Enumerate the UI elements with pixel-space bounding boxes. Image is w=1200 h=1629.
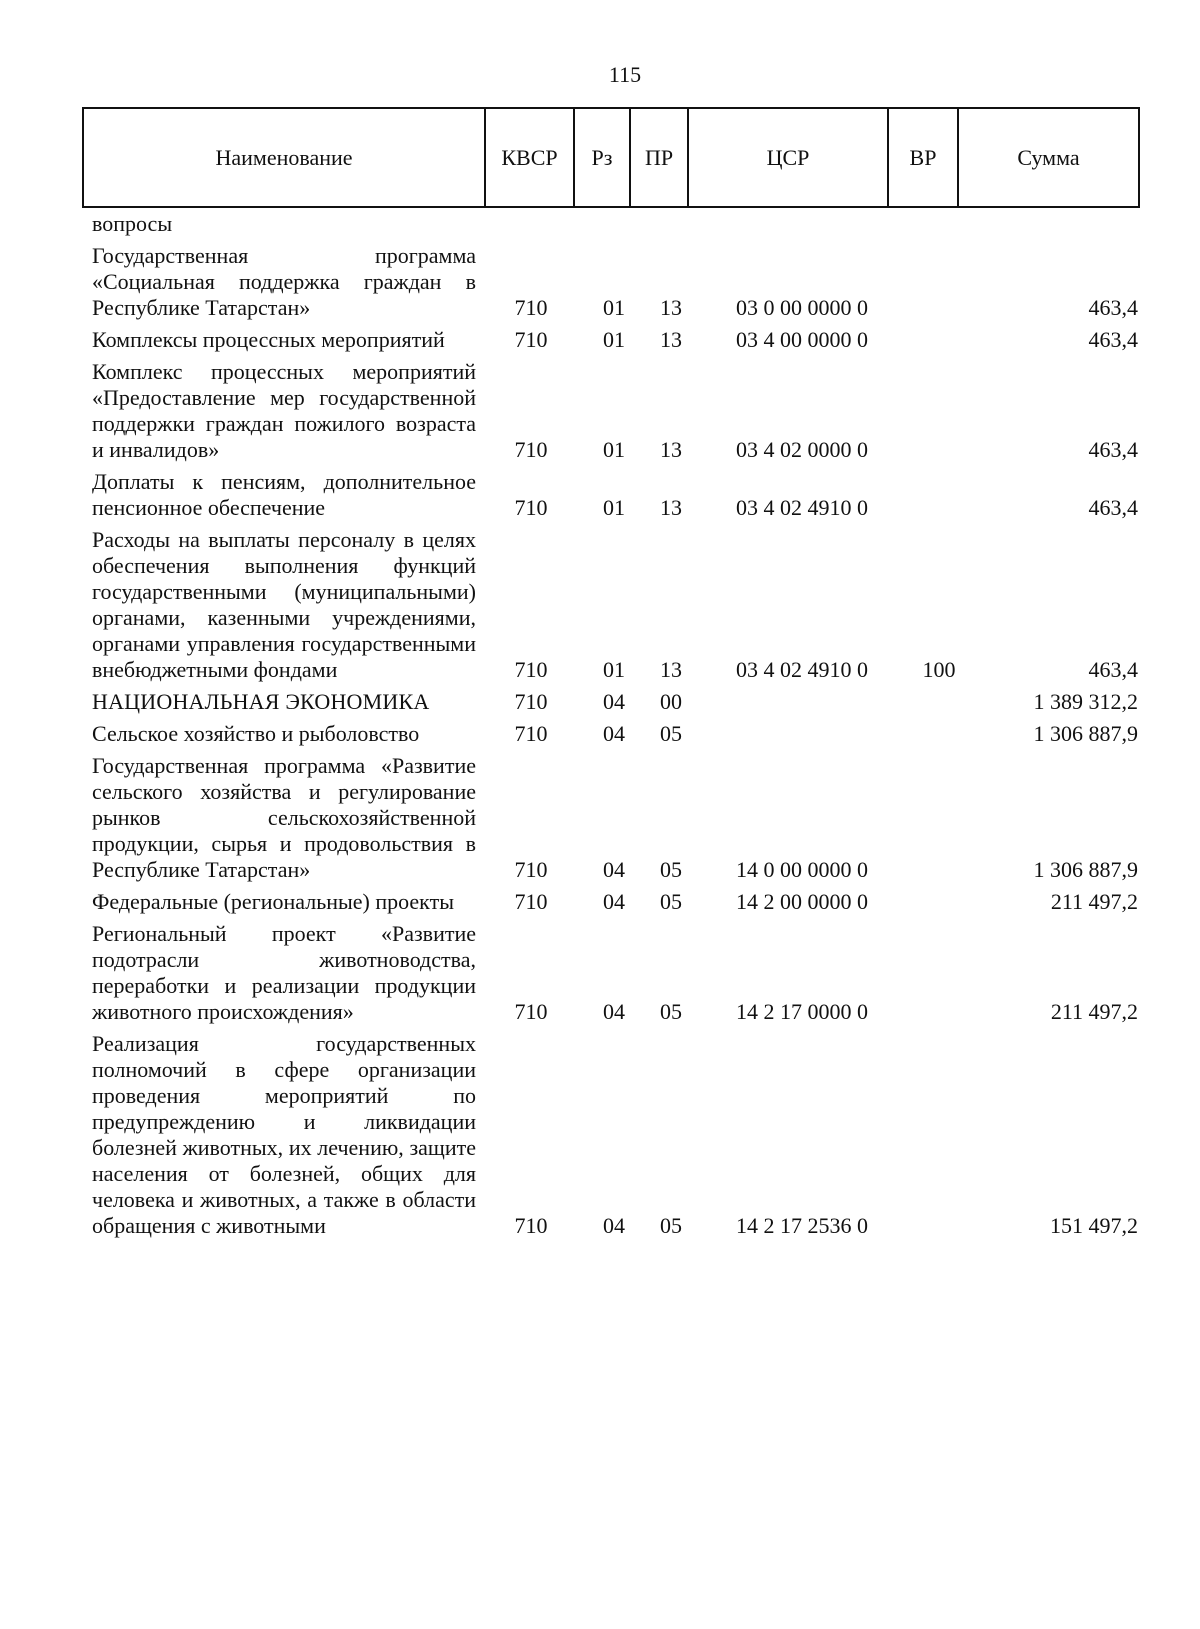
table-header (82, 107, 1140, 208)
row-pr: 05 (660, 999, 682, 1024)
row-rz: 01 (603, 327, 625, 352)
row-pr: 13 (660, 295, 682, 320)
row-name: Региональный проект «Развитие подотрасли животноводства, переработки и реализации продукции животного происхождения» (92, 921, 476, 1024)
row-pr: 00 (660, 689, 682, 714)
row-csr: 14 0 00 0000 0 (736, 857, 868, 882)
row-sum: 1 306 887,9 (1033, 721, 1138, 746)
table-row (92, 327, 1142, 353)
table-row (92, 721, 1142, 747)
row-sum: 1 306 887,9 (1033, 857, 1138, 882)
row-csr: 03 4 02 4910 0 (736, 495, 868, 520)
row-kvsr: 710 (514, 295, 548, 320)
header-rz: Рз (575, 109, 631, 206)
row-csr: 03 0 00 0000 0 (736, 295, 868, 320)
row-rz: 04 (603, 1213, 625, 1238)
row-csr: 14 2 17 0000 0 (736, 999, 868, 1024)
row-csr: 03 4 00 0000 0 (736, 327, 868, 352)
row-csr: 03 4 02 0000 0 (736, 437, 868, 462)
row-name: Доплаты к пенсиям, дополнительное пенсионное обеспечение (92, 469, 476, 520)
header-kvsr: КВСР (486, 109, 575, 206)
table-row (92, 1031, 1142, 1239)
row-kvsr: 710 (514, 857, 548, 882)
row-name: Реализация государственных полномочий в сфере организации проведения мероприятий по предупреждению и ликвидации болезней животных, их лечению, защите населения от болезней, общих для человека и животных, а также в области обращения с животными (92, 1031, 476, 1238)
row-kvsr: 710 (514, 495, 548, 520)
row-sum: 211 497,2 (1050, 889, 1138, 914)
row-name: вопросы (92, 211, 173, 236)
row-pr: 05 (660, 889, 682, 914)
table-body (92, 211, 1142, 1245)
header-vr: ВР (889, 109, 959, 206)
row-name: Федеральные (региональные) проекты (92, 889, 454, 914)
row-rz: 01 (603, 295, 625, 320)
row-sum: 463,4 (1088, 327, 1138, 352)
row-csr: 14 2 00 0000 0 (736, 889, 868, 914)
row-rz: 01 (603, 657, 625, 682)
row-rz: 01 (603, 495, 625, 520)
row-kvsr: 710 (514, 889, 548, 914)
table-row (92, 359, 1142, 463)
table-row (92, 469, 1142, 521)
row-kvsr: 710 (514, 999, 548, 1024)
table-row (92, 211, 1142, 237)
row-kvsr: 710 (514, 1213, 548, 1238)
row-sum: 211 497,2 (1050, 999, 1138, 1024)
row-kvsr: 710 (514, 437, 548, 462)
row-kvsr: 710 (514, 721, 548, 746)
row-pr: 05 (660, 721, 682, 746)
row-name: Государственная программа «Развитие сельского хозяйства и регулирование рынков сельскохозяйственной продукции, сырья и продовольствия в Республике Татарстан» (92, 753, 476, 882)
table-row (92, 921, 1142, 1025)
row-name: Сельское хозяйство и рыболовство (92, 721, 420, 746)
row-kvsr: 710 (514, 689, 548, 714)
row-sum: 463,4 (1088, 657, 1138, 682)
header-name: Наименование (84, 109, 486, 206)
row-sum: 463,4 (1088, 437, 1138, 462)
row-name: Расходы на выплаты персоналу в целях обеспечения выполнения функций государственными (муниципальными) органами, казенными учреждениями, органами управления государственными внебюджетными фондами (92, 527, 476, 682)
row-pr: 13 (660, 437, 682, 462)
row-rz: 04 (603, 857, 625, 882)
table-row (92, 889, 1142, 915)
row-name: Комплексы процессных мероприятий (92, 327, 445, 352)
row-rz: 04 (603, 689, 625, 714)
row-vr: 100 (922, 657, 956, 682)
row-rz: 01 (603, 437, 625, 462)
row-kvsr: 710 (514, 657, 548, 682)
header-csr: ЦСР (689, 109, 889, 206)
row-csr: 03 4 02 4910 0 (736, 657, 868, 682)
row-pr: 13 (660, 657, 682, 682)
row-pr: 05 (660, 1213, 682, 1238)
row-name: Комплекс процессных мероприятий «Предоставление мер государственной поддержки граждан пожилого возраста и инвалидов» (92, 359, 476, 462)
header-sum: Сумма (1017, 144, 1080, 170)
row-rz: 04 (603, 721, 625, 746)
row-sum: 1 389 312,2 (1033, 689, 1138, 714)
row-sum: 463,4 (1088, 295, 1138, 320)
table-row (92, 527, 1142, 683)
table-row (92, 689, 1142, 715)
row-sum: 463,4 (1088, 495, 1138, 520)
table-row (92, 753, 1142, 883)
row-sum: 151 497,2 (1050, 1213, 1138, 1238)
row-pr: 05 (660, 857, 682, 882)
row-kvsr: 710 (514, 327, 548, 352)
table-row (92, 243, 1142, 321)
row-rz: 04 (603, 889, 625, 914)
header-pr: ПР (631, 109, 689, 206)
row-csr: 14 2 17 2536 0 (736, 1213, 868, 1238)
row-name: Государственная программа «Социальная поддержка граждан в Республике Татарстан» (92, 243, 476, 320)
row-rz: 04 (603, 999, 625, 1024)
row-name: НАЦИОНАЛЬНАЯ ЭКОНОМИКА (92, 689, 430, 714)
row-pr: 13 (660, 495, 682, 520)
row-pr: 13 (660, 327, 682, 352)
page-number: 115 (608, 62, 642, 87)
